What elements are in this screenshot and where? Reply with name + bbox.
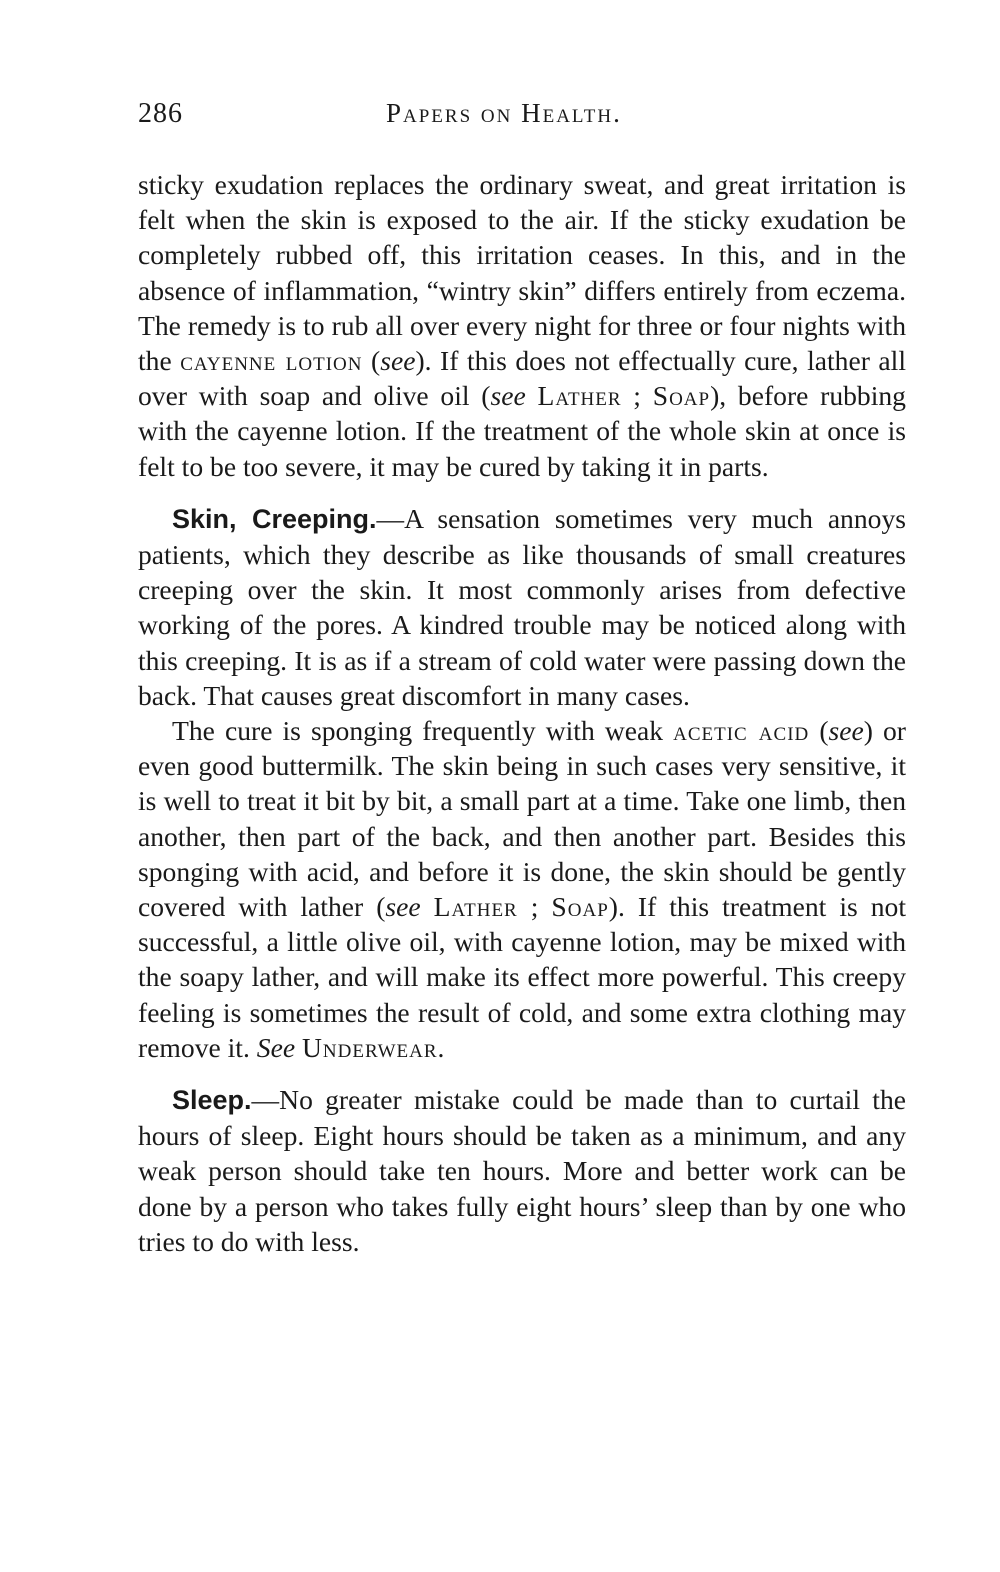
cross-reference: cayenne lotion	[180, 345, 363, 377]
text-run	[526, 380, 538, 411]
cross-reference: acetic acid	[673, 715, 810, 747]
see-reference: see	[380, 345, 416, 377]
entry-sleep	[138, 1082, 906, 1259]
text-run: (	[809, 715, 829, 747]
text-run: ), before rubbing with the cayenne lotion. If the treatment of the whole skin at once is felt to be too severe, it may be cured by taking it in parts.	[138, 380, 906, 482]
text-run: ) or even good buttermilk. The skin being in such cases very sensitive, it is well to treat it bit by bit, a small part at a time. Take one limb, then another, then part of the back, and then another part. Besides this sponging with acid, and before it is done, the skin should be gently covered with lather (	[138, 715, 906, 923]
text-run: —No greater mistake could be made than to curtail the hours of sleep. Eight hours should be taken as a minimum, and any weak person should take ten hours. More and better work can be done by a person who takes fully eight hours’ sleep than by one who tries to do with less.	[138, 1084, 906, 1257]
cross-reference: Underwear	[301, 1031, 438, 1063]
entry-headword: Sleep.	[172, 1085, 252, 1116]
page-number: 286	[138, 98, 183, 129]
entry-skin-creeping	[138, 501, 906, 713]
entry-headword: Skin, Creeping.	[172, 503, 377, 534]
cross-reference: Lather	[433, 891, 518, 923]
cross-reference: Lather	[537, 380, 622, 412]
text-run	[295, 1032, 302, 1063]
text-run: ;	[621, 380, 653, 412]
paragraph-skin-creeping-cure	[138, 713, 906, 1065]
see-reference: see	[490, 380, 526, 412]
see-reference: See	[256, 1031, 296, 1063]
text-run: .	[437, 1031, 445, 1063]
see-reference: see	[385, 891, 421, 923]
text-run: ;	[517, 891, 552, 923]
running-head: Papers on Health.	[386, 98, 622, 128]
text-run: ). If this treatment is not successful, a little olive oil, with cayenne lotion, may be mixed with the soapy lather, and will make its effect more powerful. This creepy feeling is sometimes the result of cold, and some extra clothing may remove it.	[138, 891, 907, 1063]
cross-reference: Soap	[551, 891, 609, 923]
paragraph-wintry-skin-continued	[138, 167, 906, 484]
text-run: ). If this does not effectually cure, lather all over with soap and olive oil (	[138, 345, 906, 412]
cross-reference: Soap	[652, 380, 711, 412]
text-run	[421, 891, 434, 922]
text-run: sticky exudation replaces the ordinary sweat, and great irritation is felt when the skin is exposed to the air. If the sticky exudation be completely rubbed off, this irritation ceases. In this, and in the absence of inflammation, “wintry skin” differs entirely from eczema. The remedy is to rub all over every night for three or four nights with the	[138, 169, 906, 377]
text-run: (	[362, 345, 381, 377]
text-run: —A sensation sometimes very much annoys patients, which they describe as like thousands of small creatures creeping over the skin. It most commonly arises from defective working of the pores. A kindred trouble may be noticed along with this creeping. It is as if a stream of cold water were passing down the back. That causes great discomfort in many cases.	[138, 502, 906, 711]
see-reference: see	[828, 715, 864, 747]
page-header	[138, 88, 906, 138]
text-run: The cure is sponging frequently with weak	[172, 715, 674, 747]
book-page	[138, 88, 906, 1259]
